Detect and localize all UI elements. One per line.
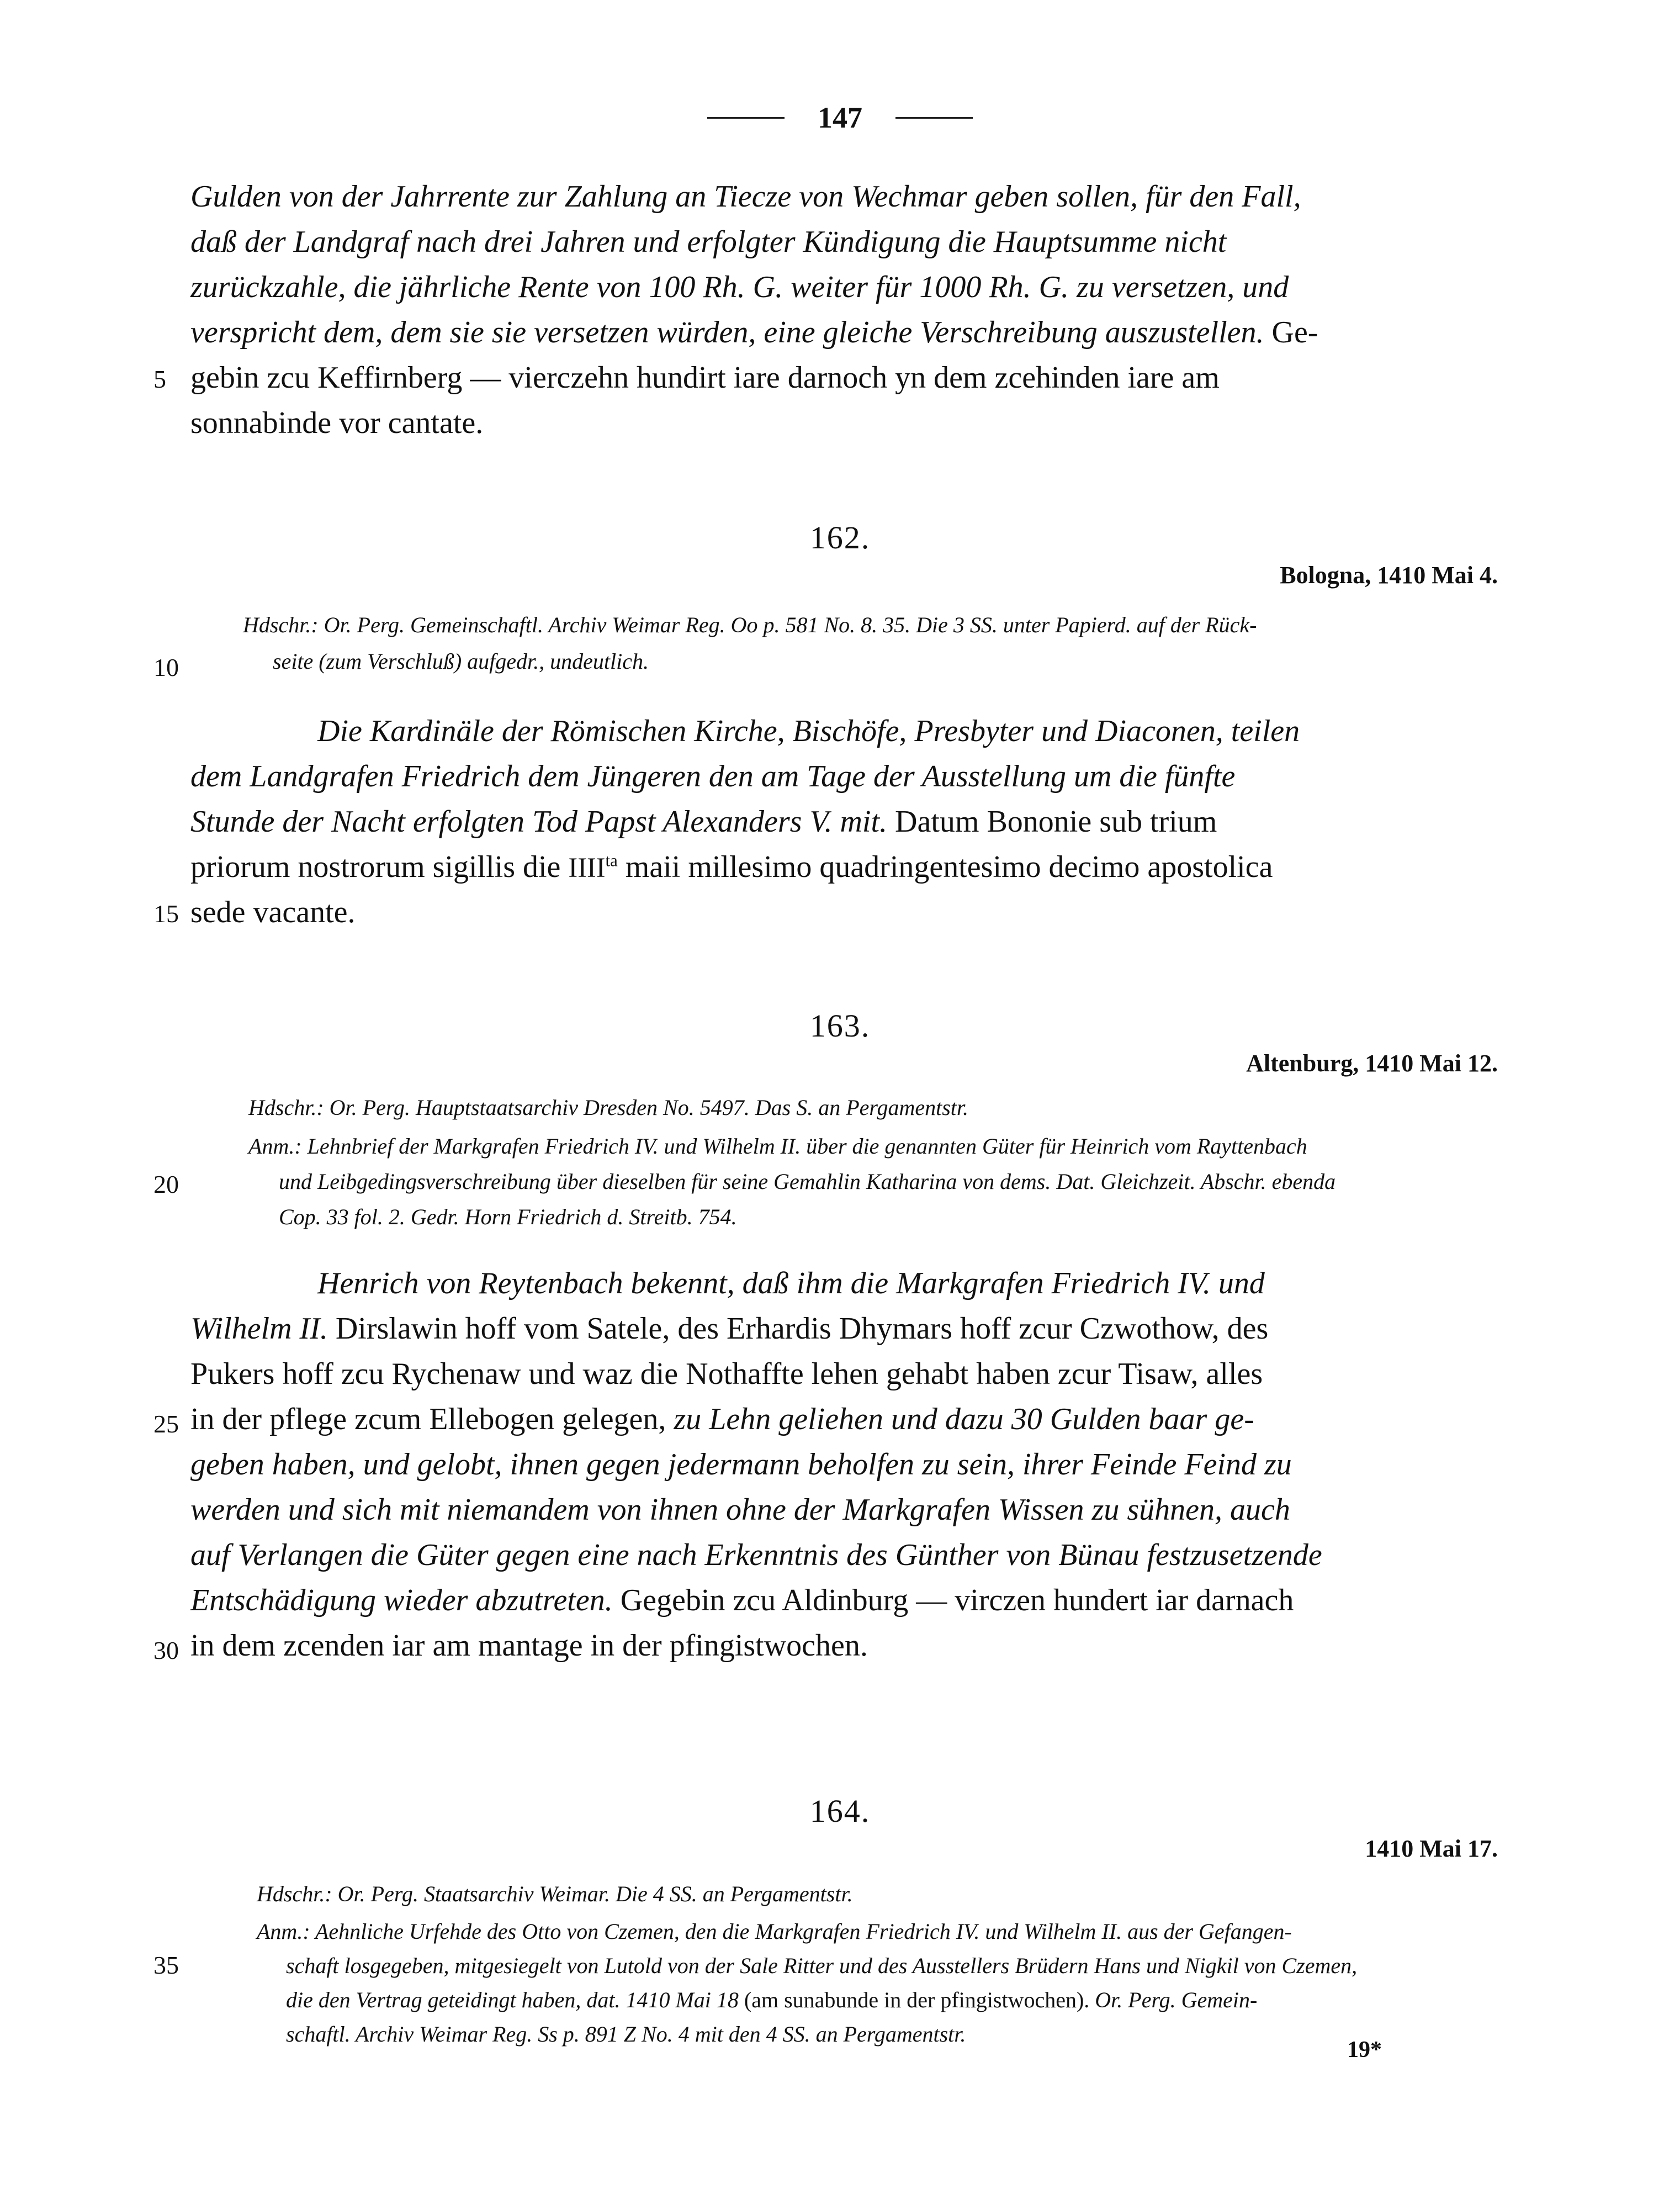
doc-164-note-2: Anm.: Aehnliche Urfehde des Otto von Czemen, den die Markgrafen Friedrich IV. und Wilhelm II. aus der Gefangen- bbox=[257, 1919, 1292, 1944]
doc-163-body-2-roman: Dirslawin hoff vom Satele, des Erhardis Dhymars hoff zcur Czwothow, des bbox=[335, 1312, 1269, 1346]
doc-162-body-1: Die Kardinäle der Römischen Kirche, Bischöfe, Presbyter und Diaconen, teilen bbox=[317, 714, 1300, 748]
header-rule-left bbox=[707, 117, 785, 119]
intro-line-4 bbox=[190, 317, 1318, 348]
line-number-10: 10 bbox=[153, 653, 179, 681]
doc-163-body-2-italic: Wilhelm II. bbox=[190, 1312, 328, 1346]
doc-162-body-4-sup: ta bbox=[605, 851, 618, 870]
intro-line-6: sonnabinde vor cantate. bbox=[190, 406, 484, 440]
line-number-35: 35 bbox=[153, 1951, 179, 1979]
intro-line-4-ge: Ge- bbox=[1271, 315, 1318, 350]
intro-line-4-italic: verspricht dem, dem sie sie versetzen würden, eine gleiche Verschreibung auszustellen. bbox=[190, 315, 1264, 350]
doc-164-note-4-roman: (am sunabunde in der pfingistwochen). bbox=[744, 1987, 1090, 2012]
doc-163-body-6: werden und sich mit niemandem von ihnen ohne der Markgrafen Wissen zu sühnen, auch bbox=[190, 1493, 1290, 1527]
doc-162-body-3-roman: Datum Bononie sub trium bbox=[895, 805, 1217, 839]
doc-162-body-4-c: maii millesimo quadringentesimo decimo apostolica bbox=[625, 850, 1273, 884]
doc-164-number: 164. bbox=[809, 1793, 871, 1829]
doc-164-note-5: schaftl. Archiv Weimar Reg. Ss p. 891 Z No. 4 mit den 4 SS. an Pergamentstr. bbox=[286, 2022, 966, 2047]
doc-163-body-3: Pukers hoff zcu Rychenaw und waz die Nothaffte lehen gehabt haben zcur Tisaw, alles bbox=[190, 1357, 1263, 1391]
doc-163-place-date: Altenburg, 1410 Mai 12. bbox=[1246, 1050, 1498, 1077]
doc-162-body-3-italic: Stunde der Nacht erfolgten Tod Papst Alexanders V. mit. bbox=[190, 805, 888, 839]
signature-mark: 19* bbox=[1347, 2037, 1382, 2063]
doc-163-body-4-italic: zu Lehn geliehen und dazu 30 Gulden baar ge- bbox=[674, 1402, 1254, 1436]
doc-163-body-8-italic: Entschädigung wieder abzutreten. bbox=[190, 1583, 613, 1617]
line-number-25: 25 bbox=[153, 1410, 179, 1438]
doc-162-body-4 bbox=[190, 852, 1273, 882]
header-rule-right bbox=[895, 117, 973, 119]
doc-163-body-8-roman: Gegebin zcu Aldinburg — virczen hundert iar darnach bbox=[620, 1583, 1294, 1617]
intro-line-2: daß der Landgraf nach drei Jahren und erfolgter Kündigung die Hauptsumme nicht bbox=[190, 225, 1227, 259]
doc-163-body-5: geben haben, und gelobt, ihnen gegen jedermann beholfen zu sein, ihrer Feinde Feind zu bbox=[190, 1447, 1292, 1482]
doc-162-note-2: seite (zum Verschluß) aufgedr., undeutlich. bbox=[273, 649, 649, 674]
doc-163-body-1: Henrich von Reytenbach bekennt, daß ihm die Markgrafen Friedrich IV. und bbox=[317, 1266, 1265, 1300]
doc-164-note-4 bbox=[286, 1989, 1257, 2011]
doc-162-body-4-a: priorum nostrorum sigillis die bbox=[190, 850, 561, 884]
doc-163-note-4: Cop. 33 fol. 2. Gedr. Horn Friedrich d. Streitb. 754. bbox=[279, 1204, 737, 1229]
doc-163-body-2 bbox=[190, 1313, 1268, 1344]
doc-162-body-3 bbox=[190, 806, 1217, 837]
doc-162-place-date: Bologna, 1410 Mai 4. bbox=[1280, 562, 1498, 589]
doc-162-note-1: Hdschr.: Or. Perg. Gemeinschaftl. Archiv Weimar Reg. Oo p. 581 No. 8. 35. Die 3 SS. unter Papierd. auf der Rück- bbox=[243, 612, 1257, 637]
doc-163-note-1: Hdschr.: Or. Perg. Hauptstaatsarchiv Dresden No. 5497. Das S. an Pergamentstr. bbox=[248, 1095, 969, 1120]
line-number-5: 5 bbox=[153, 365, 166, 393]
doc-163-note-3: und Leibgedingsverschreibung über dieselben für seine Gemahlin Katharina von dems. Dat. Gleichzeit. Abschr. ebenda bbox=[279, 1169, 1336, 1194]
doc-163-body-8 bbox=[190, 1585, 1294, 1616]
doc-163-body-4 bbox=[190, 1404, 1254, 1435]
doc-163-note-2: Anm.: Lehnbrief der Markgrafen Friedrich IV. und Wilhelm II. über die genannten Güter für Heinrich vom Rayttenbach bbox=[248, 1134, 1307, 1159]
doc-163-number: 163. bbox=[809, 1008, 871, 1044]
intro-line-3: zurückzahle, die jährliche Rente von 100 Rh. G. weiter für 1000 Rh. G. zu versetzen, und bbox=[190, 270, 1289, 304]
doc-164-note-3: schaft losgegeben, mitgesiegelt von Lutold von der Sale Ritter und des Ausstellers Brüdern Hans und Nigkil von Czemen, bbox=[286, 1953, 1358, 1978]
doc-164-note-4-italic: die den Vertrag geteidingt haben, dat. 1410 Mai 18 bbox=[286, 1987, 739, 2012]
doc-163-body-4-roman: in der pflege zcum Ellebogen gelegen, bbox=[190, 1402, 666, 1436]
doc-163-body-7: auf Verlangen die Güter gegen eine nach Erkenntnis des Günther von Bünau festzusetzende bbox=[190, 1538, 1322, 1572]
page-header bbox=[0, 98, 1680, 137]
doc-162-body-2: dem Landgrafen Friedrich dem Jüngeren den am Tage der Ausstellung um die fünfte bbox=[190, 759, 1236, 794]
doc-162-number: 162. bbox=[809, 520, 871, 556]
doc-164-note-4-tail: Or. Perg. Gemein- bbox=[1095, 1987, 1258, 2012]
line-number-20: 20 bbox=[153, 1170, 179, 1198]
line-number-30: 30 bbox=[153, 1636, 179, 1664]
intro-line-1: Gulden von der Jahrrente zur Zahlung an Tiecze von Wechmar geben sollen, für den Fall, bbox=[190, 179, 1301, 214]
doc-163-body-9: in dem zcenden iar am mantage in der pfingistwochen. bbox=[190, 1628, 868, 1663]
doc-162-body-4-numeral: IIII bbox=[568, 852, 606, 883]
intro-line-5: gebin zcu Keffirnberg — vierczehn hundirt iare darnoch yn dem zcehinden iare am bbox=[190, 361, 1220, 395]
page-number: 147 bbox=[818, 101, 862, 134]
doc-164-place-date: 1410 Mai 17. bbox=[1365, 1835, 1498, 1862]
doc-162-body-5: sede vacante. bbox=[190, 895, 356, 929]
doc-164-note-1: Hdschr.: Or. Perg. Staatsarchiv Weimar. Die 4 SS. an Pergamentstr. bbox=[257, 1881, 853, 1906]
line-number-15: 15 bbox=[153, 900, 179, 928]
